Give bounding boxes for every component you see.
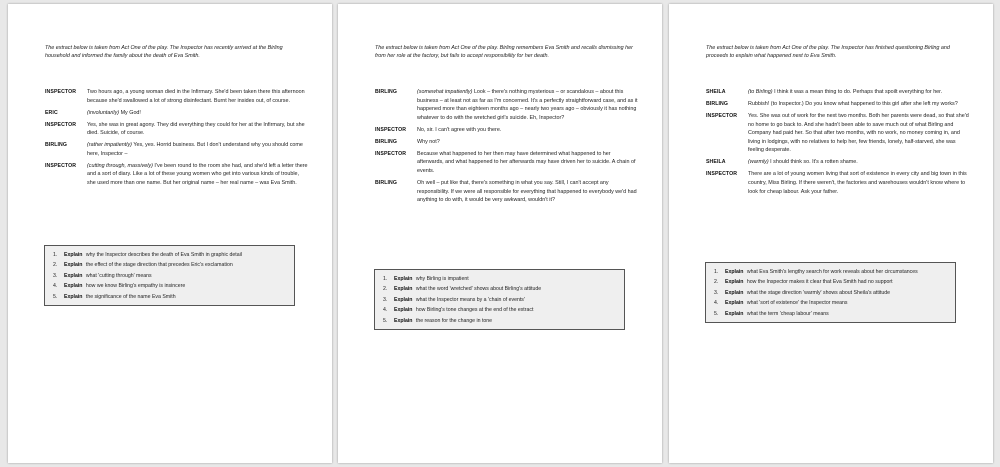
stage-direction: (warmly)	[748, 159, 769, 166]
dialogue-line	[45, 141, 308, 158]
dialogue-line	[375, 88, 638, 122]
question-keyword: Explain	[394, 286, 413, 293]
question-number: 3.	[53, 272, 58, 279]
worksheet-page-1	[8, 4, 332, 463]
question-text: the reason for the change in tone	[415, 317, 493, 324]
speaker-name: INSPECTOR	[706, 112, 738, 119]
question-number: 3.	[383, 296, 388, 303]
speaker-name: BIRLING	[706, 100, 729, 107]
extract-intro: The extract below is taken from Act One of the play. The Inspector has finished questioning Birling and proceeds to explain what happened next to Eva Smith.	[706, 45, 950, 60]
question-item	[383, 316, 624, 326]
speaker-name: BIRLING	[45, 142, 68, 149]
speech-text	[417, 88, 638, 122]
question-keyword: Explain	[725, 300, 744, 307]
question-item	[53, 292, 294, 302]
speech-text	[87, 121, 308, 138]
questions-box	[374, 269, 625, 330]
speech-line: There are a lot of young women living that sort of existence in every city and big town in this country, Miss Birling. If there weren't, the factories and warehouses wouldn't know where to look for cheap labour. Ask your father.	[748, 171, 967, 195]
dialogue-line	[375, 126, 638, 135]
question-item	[53, 271, 294, 281]
question-number: 3.	[714, 289, 719, 296]
dialogue-line	[706, 112, 969, 155]
dialogue-line	[706, 88, 969, 97]
question-item	[383, 284, 624, 294]
question-keyword: Explain	[725, 269, 744, 275]
question-number: 4.	[383, 307, 388, 314]
question-keyword: Explain	[394, 296, 413, 303]
speech-line: I've been round to the room she had, and she'd left a letter there and a sort of diary. Like a lot of these young women who get into various kinds of trouble, she used more than one name. But her original name – her real name – was Eva Smith.	[87, 162, 308, 186]
question-number: 1.	[383, 276, 388, 282]
question-number: 1.	[53, 252, 58, 258]
question-keyword: Explain	[394, 276, 413, 282]
question-text: what the word 'wretched' shows about Birling's attitude	[415, 286, 542, 293]
question-number: 5.	[714, 310, 719, 317]
speaker-name: INSPECTOR	[45, 162, 77, 169]
question-number: 4.	[53, 283, 58, 290]
question-text: what 'cutting through' means	[85, 272, 152, 279]
dialogue-line	[706, 158, 969, 167]
speaker-name: SHEILA	[706, 159, 726, 166]
speech-text	[417, 179, 638, 205]
speaker-name: INSPECTOR	[45, 89, 77, 95]
speaker-name: BIRLING	[375, 89, 398, 95]
dialogue-line	[706, 100, 969, 109]
questions-box	[705, 262, 956, 323]
dialogue-line	[45, 88, 308, 105]
speech-line: No, sir. I can't agree with you there.	[417, 126, 502, 133]
speech-line: I should think so. It's a rotten shame.	[770, 159, 858, 166]
speech-line: Because what happened to her then may have determined what happened to her afterwards, and what happened to her afterwards may have driven her to suicide. A chain of events.	[417, 150, 636, 174]
question-text: what the term 'cheap labour' means	[746, 310, 829, 317]
speech-line: My God!	[120, 109, 141, 116]
question-keyword: Explain	[64, 262, 83, 269]
question-number: 2.	[383, 286, 388, 293]
speaker-name: SHEILA	[706, 89, 726, 95]
dialogue-extract	[706, 88, 969, 199]
question-item	[714, 267, 955, 277]
speech-text	[748, 100, 969, 109]
questions-box	[44, 245, 295, 306]
dialogue-line	[375, 150, 638, 176]
question-text: what the Inspector means by a 'chain of events'	[415, 296, 525, 303]
speaker-name: INSPECTOR	[706, 171, 738, 178]
dialogue-line	[45, 162, 308, 188]
question-text: what the stage direction 'warmly' shows about Sheila's attitude	[746, 289, 891, 296]
dialogue-line	[375, 179, 638, 205]
worksheet-page-2	[338, 4, 662, 463]
speech-line: Why not?	[417, 138, 440, 145]
question-text: what Eva Smith's lengthy search for work reveals about her circumstances	[746, 269, 918, 275]
question-item	[383, 274, 624, 284]
question-number: 5.	[383, 317, 388, 324]
extract-intro: The extract below is taken from Act One of the play. Birling remembers Eva Smith and recalls dismissing her from her role at the factory, but fails to accept responsibility for her death.	[375, 45, 633, 60]
speech-line: Oh well – put like that, there's something in what you say. Still, I can't accept any responsibility. If we were all responsible for everything that happened to everybody we'd had anything to do with, it would be very awkward, wouldn't it?	[417, 179, 637, 204]
question-number: 4.	[714, 300, 719, 307]
question-item	[53, 281, 294, 291]
question-keyword: Explain	[64, 293, 83, 300]
dialogue-line	[375, 138, 638, 147]
dialogue-extract	[45, 88, 308, 191]
question-keyword: Explain	[725, 279, 744, 286]
question-keyword: Explain	[394, 307, 413, 314]
worksheet-page-3	[669, 4, 993, 463]
question-text: how Birling's tone changes at the end of the extract	[415, 307, 534, 314]
speaker-name: ERIC	[45, 109, 58, 116]
question-text: how we know Birling's empathy is insincere	[85, 283, 186, 290]
speech-text	[417, 126, 638, 135]
question-text: why the Inspector describes the death of Eva Smith in graphic detail	[85, 252, 242, 258]
question-keyword: Explain	[64, 252, 83, 258]
speaker-name: BIRLING	[375, 138, 398, 145]
dialogue-line	[45, 121, 308, 138]
question-number: 2.	[714, 279, 719, 286]
stage-direction: (somewhat impatiently)	[417, 89, 473, 95]
speech-line: Yes, she was in great agony. They did everything they could for her at the Infirmary, but she died. Suicide, of course.	[87, 121, 305, 137]
speaker-name: INSPECTOR	[375, 126, 407, 133]
speech-line: Yes. She was out of work for the next two months. Both her parents were dead, so that she'd no home to go back to. And she hadn't been able to save much out of what Birling and Company had paid her. So that after two months, with no work, no money coming in, and living in lodgings, with no relatives to help her, few friends, lonely, half-starved, she was feeling desperate.	[748, 112, 969, 154]
speech-text	[417, 138, 638, 147]
speech-line: Rubbish! (to Inspector.) Do you know what happened to this girl after she left my works?	[748, 100, 958, 107]
stage-direction: (to Birling)	[748, 89, 773, 95]
question-text: the significance of the name Eva Smith	[85, 293, 176, 300]
speech-text	[87, 88, 308, 105]
question-item	[383, 305, 624, 315]
speech-text	[748, 88, 969, 97]
question-keyword: Explain	[394, 317, 413, 324]
speech-text	[748, 112, 969, 155]
speech-line: Two hours ago, a young woman died in the Infirmary. She'd been taken there this afternoon because she'd swallowed a lot of strong disinfectant. Burnt her insides out, of course.	[87, 89, 305, 104]
question-item	[714, 298, 955, 308]
question-text: how the Inspector makes it clear that Eva Smith had no support	[746, 279, 893, 286]
question-number: 1.	[714, 269, 719, 275]
speaker-name: INSPECTOR	[45, 121, 77, 128]
dialogue-extract	[375, 88, 638, 208]
question-item	[714, 309, 955, 319]
question-item	[714, 277, 955, 287]
question-text: what 'sort of existence' the Inspector means	[746, 300, 848, 307]
stage-direction: (cutting through, massively)	[87, 162, 153, 169]
speaker-name: BIRLING	[375, 179, 398, 186]
speech-text	[417, 150, 638, 176]
question-text: why Birling is impatient	[415, 276, 469, 282]
question-text: the effect of the stage direction that precedes Eric's exclamation	[85, 262, 233, 269]
dialogue-line	[45, 109, 308, 118]
question-number: 2.	[53, 262, 58, 269]
speech-text	[87, 162, 308, 188]
speech-text	[748, 158, 969, 167]
speech-line: Look – there's nothing mysterious – or scandalous – about this business – at least not as far as I'm concerned. It's a perfectly straightforward case, and as it happened more than eighteen months ago – nearly two years ago – obviously it has nothing whatever to do with the wretched girl's suicide. Eh, Inspector?	[417, 89, 638, 121]
question-item	[714, 288, 955, 298]
question-keyword: Explain	[64, 283, 83, 290]
question-number: 5.	[53, 293, 58, 300]
stage-direction: (involuntarily)	[87, 109, 120, 116]
question-item	[53, 260, 294, 270]
speech-line: Yes, yes. Horrid business. But I don't understand why you should come here, Inspector –	[87, 142, 303, 157]
question-item	[383, 295, 624, 305]
speech-text	[87, 109, 308, 118]
question-keyword: Explain	[64, 272, 83, 279]
speech-text	[748, 170, 969, 196]
question-keyword: Explain	[725, 310, 744, 317]
speech-text	[87, 141, 308, 158]
question-keyword: Explain	[725, 289, 744, 296]
stage-direction: (rather impatiently)	[87, 142, 132, 149]
extract-intro: The extract below is taken from Act One of the play. The Inspector has recently arrived at the Birling household and informed the family about the death of Eva Smith.	[45, 45, 283, 60]
speaker-name: INSPECTOR	[375, 150, 407, 157]
speech-line: I think it was a mean thing to do. Perhaps that spoilt everything for her.	[774, 89, 943, 95]
dialogue-line	[706, 170, 969, 196]
question-item	[53, 250, 294, 260]
